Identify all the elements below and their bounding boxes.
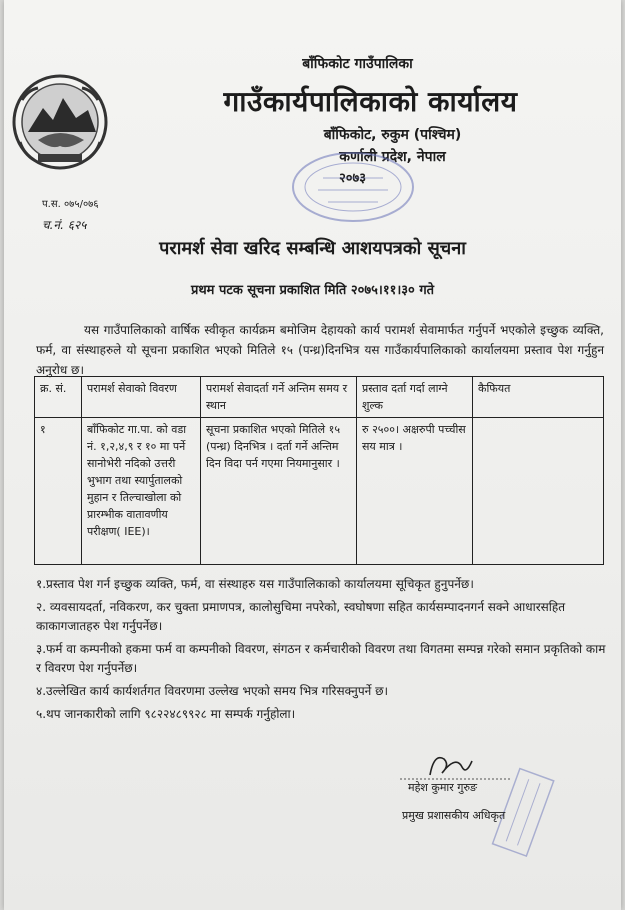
cell-fee: रु २५००। अक्षरुपी पच्चीस सय मात्र । xyxy=(357,418,473,565)
fiscal-year-ref: प.स. ०७५/०७६ xyxy=(42,199,99,210)
office-province: कर्णाली प्रदेश, नेपाल xyxy=(339,149,446,165)
cell-deadline: सूचना प्रकाशित भएको मितिले १५ (पन्ध्र) दिनभित्र । दर्ता गर्ने अन्तिम दिन विदा पर्न गएमा नियमानुसार । xyxy=(201,418,357,565)
list-item: ३.फर्म वा कम्पनीको हकमा फर्म वा कम्पनीको विवरण, संगठन र कर्मचारीको विवरण तथा विगतमा सम्पन्न गरेको समान प्रकृतिको काम र विवरण पेश गर्नुपर्नेछ। xyxy=(36,642,606,675)
list-item: ५.थप जानकारीको लागि ९८२२४८९९२८ मा सम्पर्क गर्नुहोला। xyxy=(36,707,296,721)
office-address: बाँफिकोट, रुकुम (पश्चिम) xyxy=(323,127,462,143)
cell-serial: १ xyxy=(35,418,82,565)
office-stamp-icon xyxy=(288,148,418,226)
header-description: परामर्श सेवाको विवरण xyxy=(82,377,201,418)
conditions-list xyxy=(36,575,606,728)
list-item: १.प्रस्ताव पेश गर्न इच्छुक व्यक्ति, फर्म, वा संस्थाहरु यस गाउँपालिकाको कार्यालयमा सूचिकृत हुनुपर्नेछ। xyxy=(36,577,474,591)
intro-paragraph: यस गाउँपालिकाको वार्षिक स्वीकृत कार्यक्रम बमोजिम देहायको कार्य परामर्श सेवामार्फत गर्नुपर्ने भएकोले इच्छुक व्यक्ति, फर्म, वा संस्थाहरुले यो सूचना प्रकाशित भएको मितिले १५ (पन्ध्र)दिनभित्र यस गाउँकार्यपालिकाको कार्यालयमा प्रस्ताव पेश गर्नुहुन अनुरोध छ। xyxy=(36,323,604,377)
signatory-name: महेश कुमार गुरुङ xyxy=(408,781,478,794)
municipality-name: बाँफिकोट गाउँपालिका xyxy=(302,56,413,72)
cell-remarks xyxy=(473,418,604,565)
signatory-designation: प्रमुख प्रशासकीय अधिकृत xyxy=(402,809,506,822)
table-header-row xyxy=(35,377,604,418)
publish-date: प्रथम पटक सूचना प्रकाशित मिति २०७५।११।३० गते xyxy=(190,283,435,298)
consulting-service-table xyxy=(34,376,604,565)
established-year: २०७३ xyxy=(338,171,367,186)
header-serial: क्र. सं. xyxy=(35,377,82,418)
header-deadline: परामर्श सेवादर्ता गर्ने अन्तिम समय र स्थान xyxy=(201,377,357,418)
list-item: २. व्यवसायदर्ता, नविकरण, कर चुक्ता प्रमाणपत्र, कालोसुचिमा नपरेको, स्वघोषणा सहित कार्यसम्पादनगर्न सक्ने आधारसहित काकागजातहरु पेश गर्नुपर्नेछ। xyxy=(36,600,566,633)
header-fee: प्रस्ताव दर्ता गर्दा लाग्ने शुल्क xyxy=(357,377,473,418)
dispatch-number: च.नं. ६२५ xyxy=(42,218,87,232)
office-name: गाउँकार्यपालिकाको कार्यालय xyxy=(223,85,518,118)
table-row xyxy=(35,418,604,565)
list-item: ४.उल्लेखित कार्य कार्यशर्तगत विवरणमा उल्लेख भएको समय भित्र गरिसक्नुपर्ने छ। xyxy=(36,684,389,698)
header-remarks: कैफियत xyxy=(473,377,604,418)
cell-description: बाँफिकोट गा.पा. को वडा नं. १,२,४,९ र १० मा पर्ने सानोभेरी नदिको उत्तरी भुभाग तथा स्यार्पुतालको मुहान र तिल्चाखोला को प्रारम्भीक वातावणीय परीक्षण( IEE)। xyxy=(82,418,201,565)
notice-title: परामर्श सेवा खरिद सम्बन्धि आशयपत्रको सूचना xyxy=(159,238,466,259)
